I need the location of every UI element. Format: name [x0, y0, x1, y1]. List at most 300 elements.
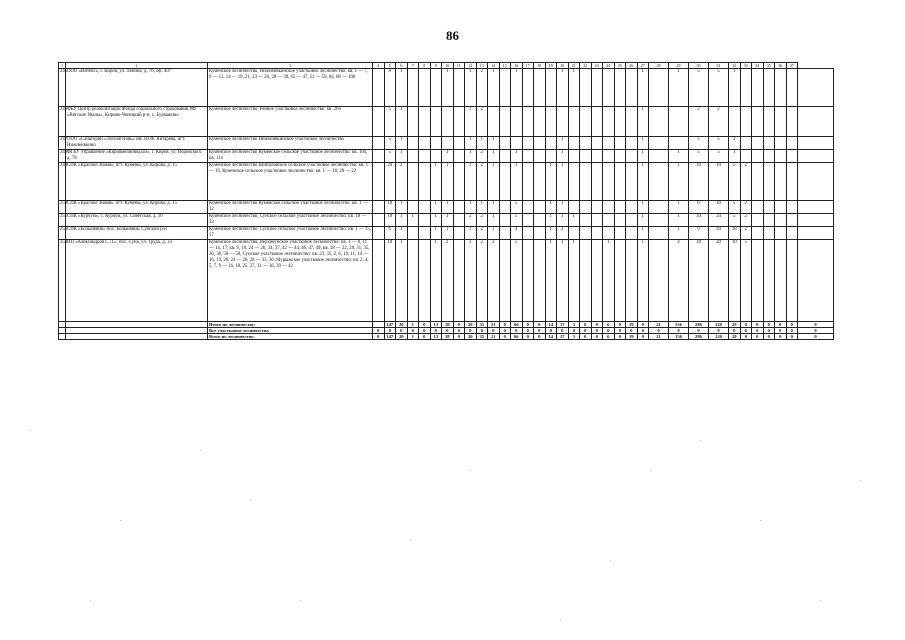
value-cell: [798, 227, 834, 240]
value-cell: [626, 240, 638, 322]
value-cell: [407, 227, 419, 240]
column-number: 10: [442, 63, 454, 69]
value-cell: 1: [545, 227, 557, 240]
column-number: 34: [752, 63, 764, 69]
value-cell: [591, 240, 603, 322]
totals-value: 3: [568, 334, 580, 340]
table-row: [59, 137, 834, 150]
totals-value: 0: [580, 328, 592, 334]
value-cell: [763, 214, 775, 227]
value-cell: 1: [545, 201, 557, 214]
value-cell: 1: [637, 137, 649, 150]
value-cell: [752, 163, 764, 201]
totals-value: 0: [580, 322, 592, 328]
totals-row: [59, 334, 834, 340]
totals-value: 0: [580, 334, 592, 340]
value-cell: 5: [384, 150, 396, 163]
value-cell: [580, 201, 592, 214]
value-cell: [603, 69, 615, 107]
value-cell: 1: [430, 227, 442, 240]
organization-cell: ООО «Интекс», г. Киров, ул. Ленина, д. 76, оф. 407: [66, 69, 208, 107]
column-number: 23: [591, 63, 603, 69]
value-cell: 10: [729, 240, 741, 322]
value-cell: [603, 163, 615, 201]
value-cell: [740, 150, 752, 163]
value-cell: 5: [511, 201, 523, 214]
column-number: 9: [430, 63, 442, 69]
value-cell: [373, 240, 385, 322]
scan-speck: [200, 450, 201, 451]
value-cell: [775, 201, 787, 214]
value-cell: 5: [689, 69, 709, 107]
column-number: 37: [786, 63, 798, 69]
totals-value: 0: [637, 328, 649, 334]
value-cell: 2: [740, 214, 752, 227]
location-cell: Куменское лесничество, Сунское сельское участковое лесничество: кв. 18 — 33: [208, 214, 373, 227]
column-number: 15: [499, 63, 511, 69]
value-cell: 1: [669, 163, 689, 201]
value-cell: 1: [465, 150, 477, 163]
totals-value: 120: [709, 322, 729, 328]
totals-value: 0: [740, 322, 752, 328]
row-number: 248: [59, 150, 66, 163]
value-cell: 5: [384, 137, 396, 150]
value-cell: 1: [637, 163, 649, 201]
value-cell: 1: [488, 137, 500, 150]
location-cell: Куменское лесничество, Сунское сельское участковое лесничество: кв. 1 — 15, 17: [209, 227, 371, 238]
totals-value: 0: [752, 322, 764, 328]
totals-value: 0: [614, 334, 626, 340]
value-cell: [534, 137, 546, 150]
value-cell: 1: [603, 240, 615, 322]
value-cell: 5: [709, 150, 729, 163]
totals-value: 0: [614, 328, 626, 334]
value-cell: [499, 150, 511, 163]
totals-value: 0: [689, 328, 709, 334]
value-cell: 5: [709, 137, 729, 150]
value-cell: [649, 227, 669, 240]
value-cell: [649, 107, 669, 137]
totals-value: 0: [384, 328, 396, 334]
value-cell: 20: [709, 227, 729, 240]
totals-value: 0: [626, 328, 638, 334]
totals-value: 29: [729, 334, 741, 340]
scan-speck: [470, 470, 471, 471]
column-number: 27: [637, 63, 649, 69]
value-cell: 1: [557, 163, 569, 201]
value-cell: 1: [407, 214, 419, 227]
scan-speck: [560, 620, 561, 621]
value-cell: 1: [637, 214, 649, 227]
value-cell: 1: [568, 69, 580, 107]
value-cell: [740, 137, 752, 150]
value-cell: [545, 137, 557, 150]
column-number: 24: [603, 63, 615, 69]
value-cell: [442, 137, 454, 150]
value-cell: [407, 137, 419, 150]
row-number: 251: [59, 214, 66, 227]
value-cell: 2: [465, 214, 477, 227]
totals-value: 0: [522, 328, 534, 334]
value-cell: [752, 107, 764, 137]
scan-speck: [90, 600, 91, 601]
value-cell: [614, 69, 626, 107]
value-cell: [740, 69, 752, 107]
value-cell: [407, 150, 419, 163]
row-number: 249: [59, 163, 66, 201]
value-cell: [614, 214, 626, 227]
value-cell: [453, 137, 465, 150]
totals-value: 0: [373, 334, 385, 340]
value-cell: [603, 137, 615, 150]
value-cell: [591, 69, 603, 107]
value-cell: [580, 227, 592, 240]
column-number: 18: [534, 63, 546, 69]
column-number: 3: [208, 63, 373, 69]
value-cell: [453, 163, 465, 201]
value-cell: [614, 227, 626, 240]
totals-value: 0: [786, 322, 798, 328]
location-cell: Куменское лесничество Нижнеивкинское участковое лесничество: [208, 137, 373, 150]
totals-value: 17: [557, 334, 569, 340]
value-cell: 4: [511, 227, 523, 240]
location-cell: Куменское лесничество Куменское сельское участковое лесничество: кв. 1 — 12: [208, 201, 373, 214]
column-number: 1: [59, 63, 66, 69]
value-cell: [763, 201, 775, 214]
location-cell: Куменское лесничество Куменское сельское участковое лесничество: кв. 10ч, кв. 11ч: [208, 150, 373, 163]
column-number: 20: [557, 63, 569, 69]
totals-value: 0: [453, 334, 465, 340]
register-table: [58, 62, 834, 340]
organization-cell: ФБУ Центр реабилитации Фонда социального страхования РФ «Вятские Увалы», Кирово-Чепецкий р-н, с. Бурмакино: [66, 107, 208, 137]
value-cell: [614, 163, 626, 201]
value-cell: [499, 69, 511, 107]
totals-value: 0: [798, 328, 834, 334]
value-cell: [798, 107, 834, 137]
value-cell: 6: [689, 201, 709, 214]
totals-blank: [59, 334, 66, 340]
value-cell: [603, 150, 615, 163]
totals-value: 0: [499, 334, 511, 340]
value-cell: [453, 107, 465, 137]
column-number: 26: [626, 63, 638, 69]
column-number: 6: [396, 63, 408, 69]
value-cell: [453, 150, 465, 163]
value-cell: [786, 137, 798, 150]
value-cell: [373, 201, 385, 214]
value-cell: [626, 227, 638, 240]
value-cell: [775, 69, 787, 107]
value-cell: [522, 163, 534, 201]
totals-value: 0: [545, 328, 557, 334]
value-cell: 1: [557, 214, 569, 227]
totals-value: 0: [775, 328, 787, 334]
value-cell: [798, 240, 834, 322]
value-cell: [626, 163, 638, 201]
column-number: 4: [373, 63, 385, 69]
value-cell: [626, 69, 638, 107]
value-cell: [407, 240, 419, 322]
totals-value: 0: [614, 322, 626, 328]
value-cell: 10: [689, 163, 709, 201]
totals-value: 66: [511, 334, 523, 340]
totals-value: 21: [649, 334, 669, 340]
totals-value: 0: [419, 328, 431, 334]
value-cell: 1: [465, 69, 477, 107]
value-cell: [580, 163, 592, 201]
value-cell: [786, 107, 798, 137]
column-number: 12: [465, 63, 477, 69]
column-number: 8: [419, 63, 431, 69]
value-cell: [752, 240, 764, 322]
totals-blank: [66, 334, 208, 340]
value-cell: [786, 163, 798, 201]
value-cell: [407, 69, 419, 107]
totals-value: 0: [453, 328, 465, 334]
value-cell: [649, 240, 669, 322]
value-cell: [407, 107, 419, 137]
value-cell: [763, 107, 775, 137]
value-cell: [649, 163, 669, 201]
totals-value: 0: [763, 334, 775, 340]
scan-speck: [760, 520, 761, 521]
value-cell: [522, 227, 534, 240]
table-row: [59, 201, 834, 214]
value-cell: 2: [476, 163, 488, 201]
value-cell: 1: [669, 214, 689, 227]
value-cell: 1: [488, 69, 500, 107]
value-cell: [614, 201, 626, 214]
column-number: 16: [511, 63, 523, 69]
value-cell: [453, 201, 465, 214]
value-cell: 1: [442, 69, 454, 107]
value-cell: [603, 227, 615, 240]
value-cell: 5: [729, 163, 741, 201]
value-cell: 1: [568, 240, 580, 322]
totals-value: 0: [499, 322, 511, 328]
value-cell: [419, 107, 431, 137]
value-cell: 1: [669, 201, 689, 214]
value-cell: 2: [488, 240, 500, 322]
value-cell: 2: [709, 107, 729, 137]
value-cell: [419, 150, 431, 163]
totals-value: 0: [419, 322, 431, 328]
totals-value: 0: [396, 328, 408, 334]
totals-value: 0: [709, 328, 729, 334]
column-number: 28: [649, 63, 669, 69]
value-cell: [419, 240, 431, 322]
column-number: 22: [580, 63, 592, 69]
totals-value: 0: [786, 328, 798, 334]
value-cell: [373, 107, 385, 137]
value-cell: [626, 201, 638, 214]
totals-value: 0: [557, 328, 569, 334]
value-cell: [580, 214, 592, 227]
value-cell: [534, 69, 546, 107]
totals-value: 120: [709, 334, 729, 340]
value-cell: [453, 240, 465, 322]
value-cell: 1: [637, 150, 649, 163]
value-cell: 2: [557, 227, 569, 240]
totals-value: 0: [603, 328, 615, 334]
value-cell: [407, 201, 419, 214]
totals-value: 20: [396, 322, 408, 328]
value-cell: 10: [709, 163, 729, 201]
value-cell: 3: [511, 163, 523, 201]
value-cell: 10: [384, 214, 396, 227]
value-cell: 5: [384, 107, 396, 137]
value-cell: 10: [384, 201, 396, 214]
value-cell: 5: [511, 240, 523, 322]
value-cell: 1: [637, 69, 649, 107]
value-cell: [591, 201, 603, 214]
column-number: 7: [407, 63, 419, 69]
value-cell: [798, 150, 834, 163]
value-cell: [442, 107, 454, 137]
totals-value: 0: [511, 328, 523, 334]
value-cell: 1: [488, 214, 500, 227]
value-cell: 1: [488, 163, 500, 201]
value-cell: [373, 69, 385, 107]
value-cell: 1: [557, 201, 569, 214]
totals-value: 147: [384, 322, 396, 328]
value-cell: [453, 214, 465, 227]
value-cell: [591, 107, 603, 137]
value-cell: 1: [396, 227, 408, 240]
value-cell: 2: [476, 107, 488, 137]
scan-speck: [250, 500, 251, 501]
value-cell: 1: [637, 107, 649, 137]
totals-value: 19: [626, 322, 638, 328]
value-cell: [568, 150, 580, 163]
value-cell: [580, 150, 592, 163]
totals-value: 0: [649, 328, 669, 334]
value-cell: 20: [709, 240, 729, 322]
value-cell: [499, 214, 511, 227]
value-cell: 2: [740, 201, 752, 214]
value-cell: [499, 107, 511, 137]
value-cell: [419, 137, 431, 150]
column-number: 11: [453, 63, 465, 69]
totals-value: 0: [442, 328, 454, 334]
totals-value: 0: [786, 334, 798, 340]
value-cell: 1: [465, 163, 477, 201]
value-cell: [568, 201, 580, 214]
value-cell: 2: [689, 107, 709, 137]
value-cell: 2: [476, 214, 488, 227]
value-cell: 1: [442, 214, 454, 227]
totals-value: 0: [534, 334, 546, 340]
organization-cell: ООО «Санаторий «Лесная Новь» им. Ю.Ф. Янтарева, пгт. Нижнеивкино: [66, 137, 208, 150]
scan-speck: [300, 600, 301, 601]
value-cell: 1: [396, 107, 408, 137]
column-number: 36: [775, 63, 787, 69]
value-cell: [534, 214, 546, 227]
value-cell: 5: [511, 214, 523, 227]
value-cell: [786, 150, 798, 163]
totals-value: 0: [740, 328, 752, 334]
totals-value: 0: [775, 334, 787, 340]
value-cell: [419, 214, 431, 227]
totals-value: 0: [591, 322, 603, 328]
totals-value: 0: [637, 322, 649, 328]
value-cell: [603, 107, 615, 137]
totals-value: 0: [591, 328, 603, 334]
value-cell: [786, 214, 798, 227]
value-cell: [430, 69, 442, 107]
column-number: 32: [729, 63, 741, 69]
totals-value: 156: [669, 334, 689, 340]
scan-speck: [610, 560, 611, 561]
scan-speck: [410, 540, 411, 541]
value-cell: 1: [430, 214, 442, 227]
column-number: 29: [669, 63, 689, 69]
column-number: 19: [545, 63, 557, 69]
value-cell: [499, 240, 511, 322]
table-row: [59, 214, 834, 227]
value-cell: [580, 137, 592, 150]
row-number: 247: [59, 137, 66, 150]
value-cell: [545, 150, 557, 163]
totals-value: 35: [476, 322, 488, 328]
value-cell: 20: [384, 163, 396, 201]
value-cell: [763, 150, 775, 163]
value-cell: 1: [729, 69, 741, 107]
value-cell: 1: [396, 150, 408, 163]
totals-value: 0: [669, 328, 689, 334]
value-cell: 10: [709, 201, 729, 214]
value-cell: 2: [396, 163, 408, 201]
totals-value: 0: [407, 328, 419, 334]
totals-value: 0: [752, 334, 764, 340]
value-cell: [763, 69, 775, 107]
totals-value: 3: [568, 322, 580, 328]
value-cell: [752, 201, 764, 214]
location-cell: Куменское лесничество, Нижнеивкинское участковое лесничество: кв. 1 — 7, 9 — 12, 14 — 19, 21, 23 — 26, 28 — 39, 65 — 47, 52 — 59, 66, 80 — 100: [208, 69, 373, 107]
row-number: 250: [59, 201, 66, 214]
value-cell: 1: [476, 201, 488, 214]
value-cell: [603, 214, 615, 227]
value-cell: [511, 107, 523, 137]
totals-value: 0: [740, 334, 752, 340]
value-cell: 1: [442, 201, 454, 214]
value-cell: 1: [465, 227, 477, 240]
value-cell: [669, 107, 689, 137]
value-cell: [786, 227, 798, 240]
value-cell: 5: [729, 201, 741, 214]
totals-value: 0: [430, 328, 442, 334]
value-cell: 2: [476, 150, 488, 163]
value-cell: 1: [545, 214, 557, 227]
value-cell: 1: [488, 150, 500, 163]
location-cell: Куменское лесничество Шипиловское сельское участковое лесничество: кв. 1 — 19, Куменское сельское участковое лесничество: кв. 1 — 18, 20 — 22: [208, 163, 373, 201]
value-cell: [798, 69, 834, 107]
value-cell: [568, 163, 580, 201]
table-row: [59, 227, 834, 240]
totals-value: 6: [603, 322, 615, 328]
value-cell: 1: [430, 240, 442, 322]
value-cell: [373, 150, 385, 163]
value-cell: 1: [396, 69, 408, 107]
column-number: 35: [763, 63, 775, 69]
value-cell: [522, 137, 534, 150]
value-cell: [591, 150, 603, 163]
table-row: [59, 69, 834, 107]
value-cell: [419, 69, 431, 107]
value-cell: 1: [669, 69, 689, 107]
value-cell: 1: [545, 163, 557, 201]
organization-cell: СПК «Курчум», с. Курчум, ул. Советская, д. 16: [66, 214, 208, 227]
